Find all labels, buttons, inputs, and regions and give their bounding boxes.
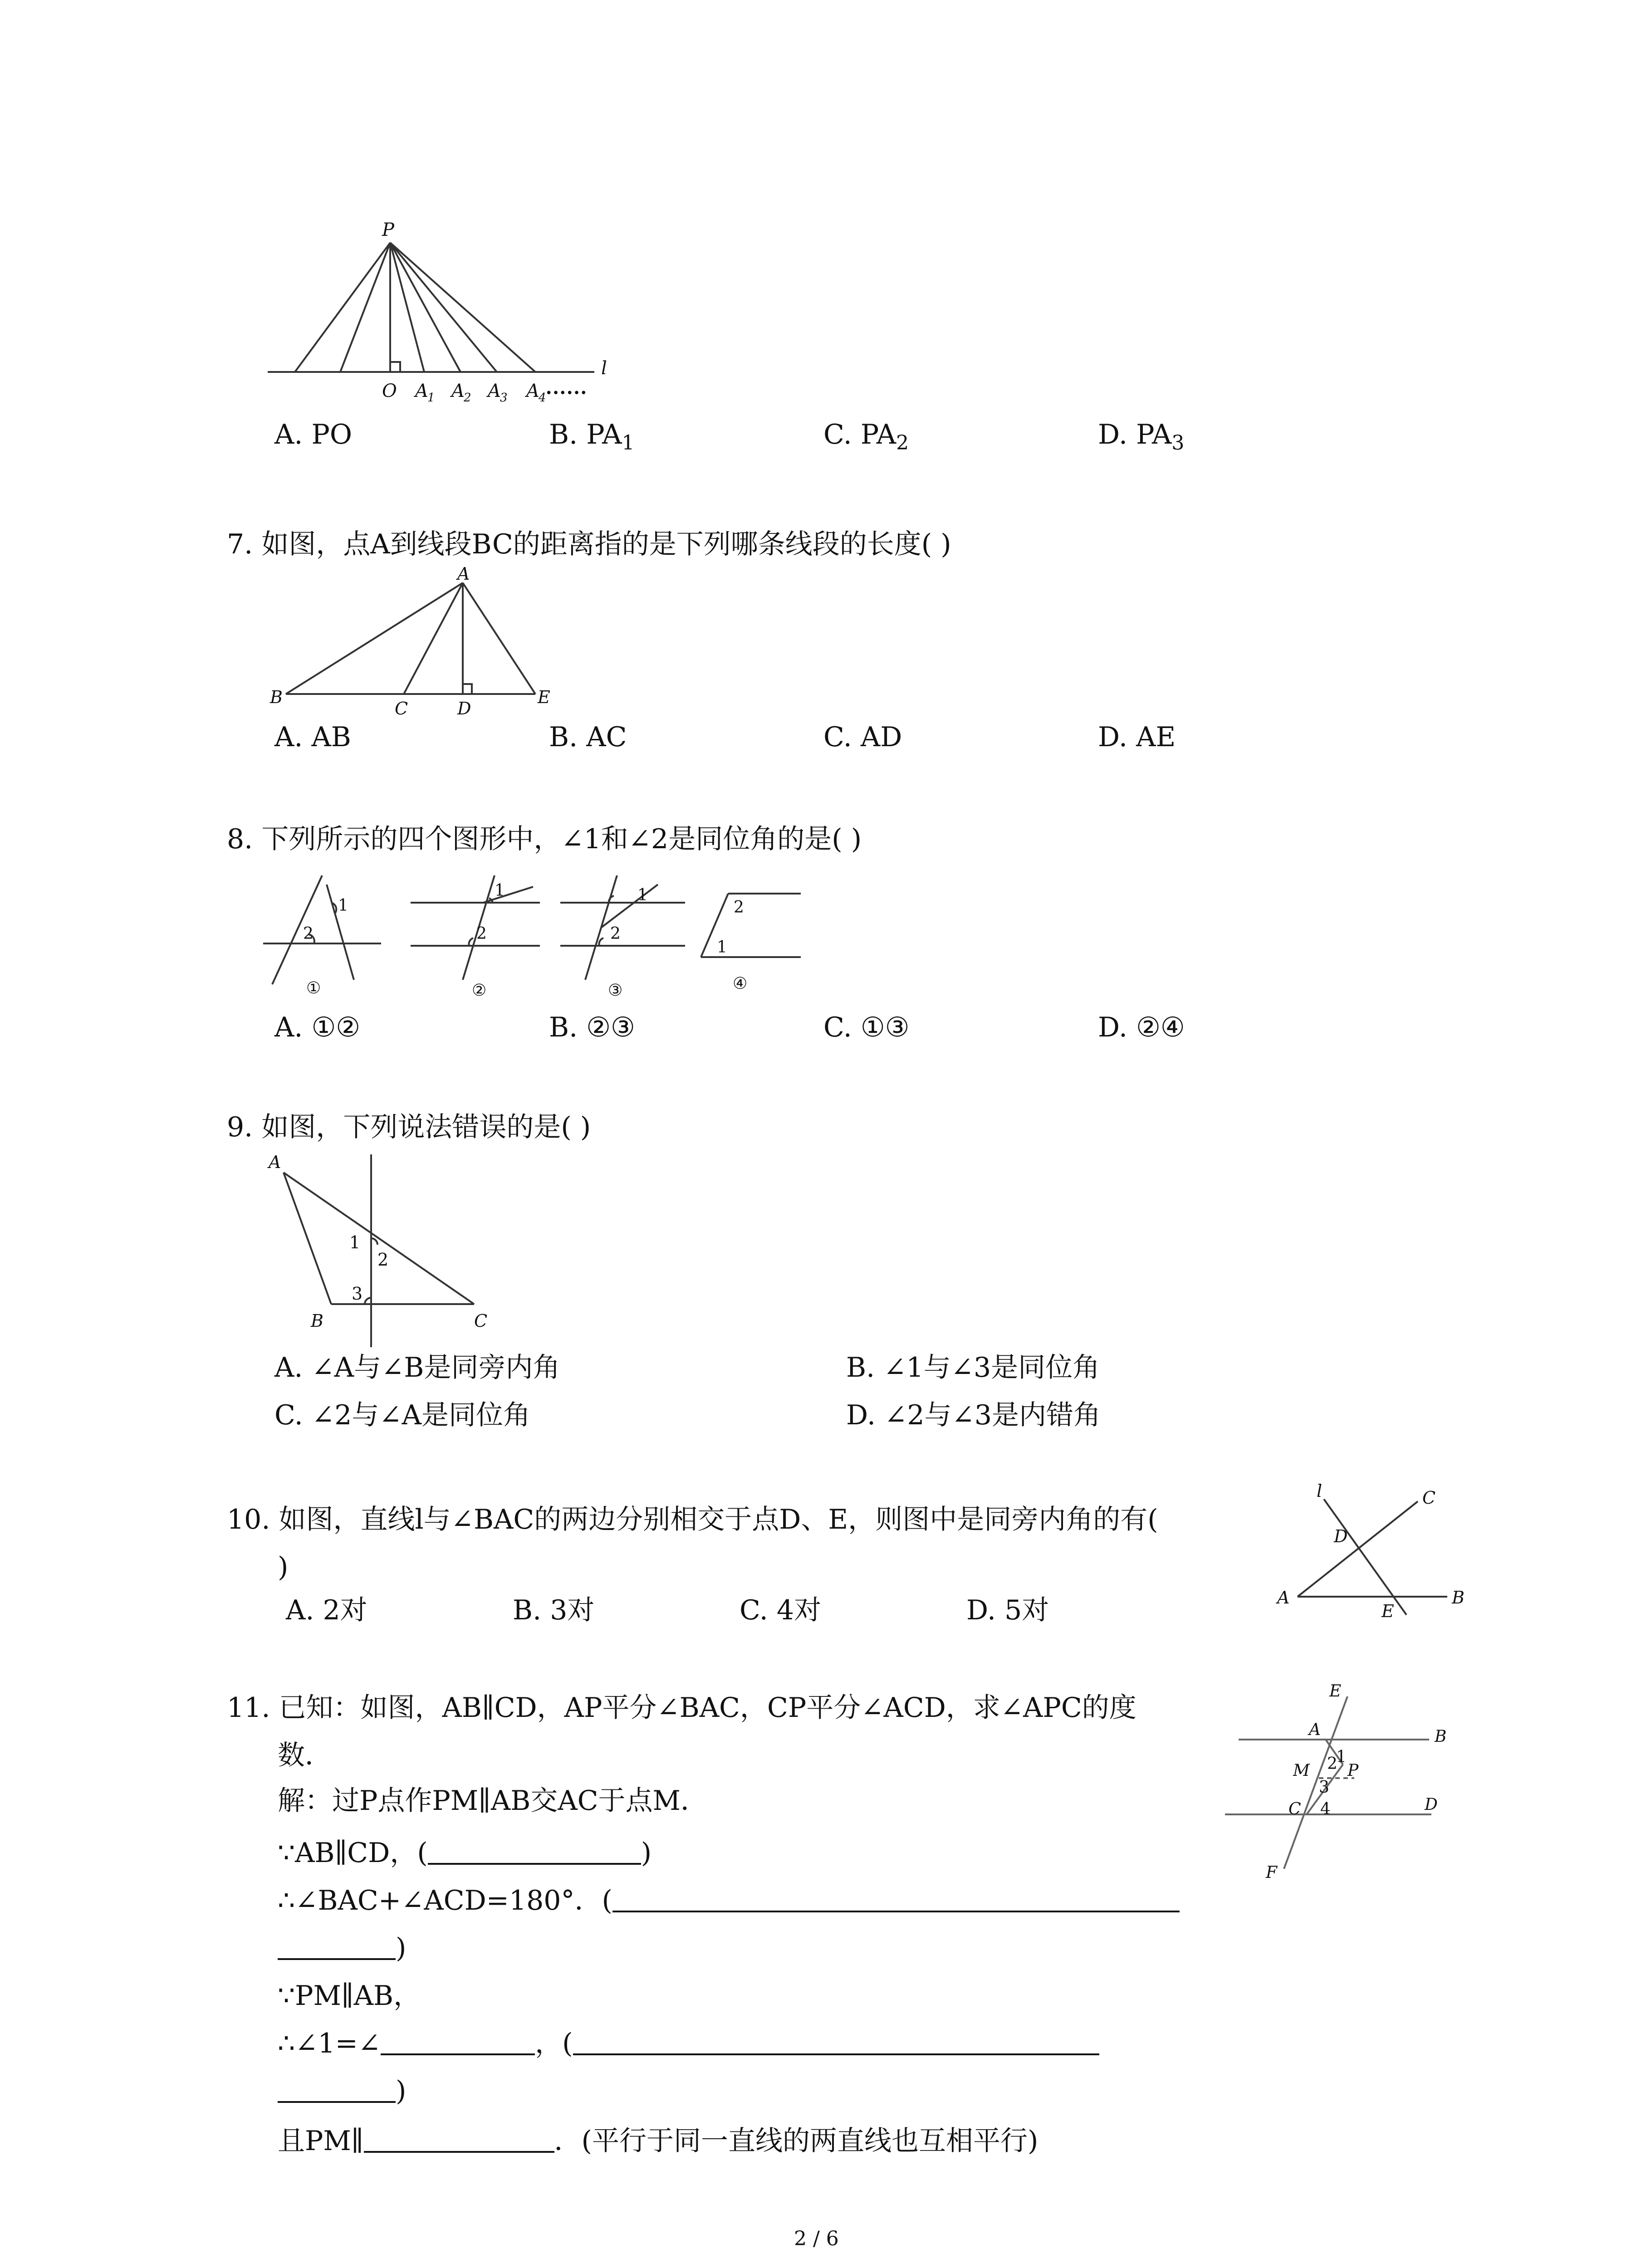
q10-label-l: l	[1317, 1481, 1323, 1501]
q8-fig2-label: ②	[472, 981, 487, 1000]
q7-stem: 7. 如图，点A到线段BC的距离指的是下列哪条线段的长度( )	[227, 528, 951, 560]
q11-label-d: D	[1425, 1795, 1438, 1814]
q6-label-a2: A	[451, 381, 465, 401]
q6-label-l: l	[601, 358, 607, 379]
q8-option-b[interactable]: B. ②③	[549, 1012, 635, 1043]
q6-figure	[263, 218, 626, 405]
q9-option-a[interactable]: A. ∠A与∠B是同旁内角	[274, 1352, 560, 1383]
q11-step-1: ∵AB∥CD，( )	[278, 1837, 652, 1869]
q7-option-d[interactable]: D. AE	[1098, 721, 1176, 753]
q8-fig3-angle-1: 1	[637, 886, 648, 904]
q10-label-c: C	[1422, 1488, 1436, 1508]
q7-label-c: C	[395, 699, 408, 719]
q10-option-c[interactable]: C. 4对	[740, 1594, 822, 1626]
q10-option-d[interactable]: D. 5对	[966, 1594, 1049, 1626]
q9-option-c[interactable]: C. ∠2与∠A是同位角	[274, 1399, 530, 1431]
q9-label-b: B	[311, 1311, 323, 1331]
q11-blank-4[interactable]	[573, 2030, 1099, 2055]
q10-label-a: A	[1277, 1588, 1290, 1608]
q11-blank-2[interactable]	[612, 1887, 1180, 1912]
q8-option-c[interactable]: C. ①③	[823, 1012, 910, 1043]
q7-figure	[263, 564, 590, 721]
q6-label-a1: A	[415, 381, 428, 401]
q11-blank-5[interactable]	[364, 2127, 554, 2153]
q6-option-a[interactable]: A. PO	[274, 419, 353, 450]
q8-fig2-angle-1: 1	[495, 881, 505, 900]
q6-sub-3: 3	[500, 391, 508, 405]
q6-dots: ••••••	[545, 386, 588, 400]
q7-label-b: B	[270, 687, 283, 707]
q8-fig3-label: ③	[608, 981, 623, 1000]
q11-step-3: ∵PM∥AB，	[278, 1980, 421, 2012]
q8-figure-2	[408, 871, 544, 998]
q11-blank-3[interactable]	[381, 2030, 535, 2055]
q10-option-b[interactable]: B. 3对	[513, 1594, 595, 1626]
q9-figure	[263, 1148, 508, 1347]
q11-angle-4: 4	[1320, 1800, 1331, 1818]
q8-option-d[interactable]: D. ②④	[1098, 1012, 1185, 1043]
q11-step-5: 且PM∥ ．(平行于同一直线的两直线也互相平行)	[278, 2125, 1038, 2157]
q11-label-a: A	[1309, 1721, 1321, 1739]
q11-step-2: ∴∠BAC+∠ACD=180°．(	[278, 1887, 1180, 1914]
q6-option-b[interactable]: B. $PA_1$	[549, 419, 635, 455]
q7-label-e: E	[538, 687, 550, 707]
q10-option-a[interactable]: A. 2对	[286, 1594, 367, 1626]
q11-step-2-cont: )	[278, 1935, 406, 1962]
q8-figure-4	[701, 880, 819, 998]
q9-stem: 9. 如图，下列说法错误的是( )	[227, 1111, 591, 1143]
q10-figure	[1266, 1483, 1474, 1628]
q6-label-p: P	[382, 220, 394, 240]
q11-stem-line-1: 11. 已知：如图，AB∥CD，AP平分∠BAC，CP平分∠ACD，求∠APC的度	[227, 1692, 1136, 1724]
q6-sub-4: 4	[539, 391, 546, 405]
q6-sub-2: 2	[464, 391, 471, 405]
q9-label-a: A	[269, 1152, 281, 1172]
q10-stem-line-2: )	[278, 1551, 289, 1583]
q8-figure-3	[558, 871, 694, 998]
q11-label-m: M	[1293, 1761, 1310, 1780]
q10-label-b: B	[1452, 1588, 1465, 1608]
q7-option-b[interactable]: B. AC	[549, 721, 627, 753]
q8-fig4-label: ④	[733, 974, 748, 993]
q11-angle-1: 1	[1336, 1748, 1347, 1766]
q8-option-a[interactable]: A. ①②	[274, 1012, 361, 1043]
q7-option-c[interactable]: C. AD	[823, 721, 902, 753]
q10-stem-line-1: 10. 如图，直线l与∠BAC的两边分别相交于点D、E，则图中是同旁内角的有(	[227, 1504, 1158, 1535]
q8-figure-1	[263, 871, 390, 998]
q6-label-a3: A	[488, 381, 501, 401]
q7-option-a[interactable]: A. AB	[274, 721, 351, 753]
q8-fig4-angle-2: 2	[734, 898, 744, 917]
q11-stem-line-2: 数．	[278, 1740, 332, 1771]
q7-label-a: A	[457, 564, 470, 584]
q11-blank-2b[interactable]	[278, 1935, 396, 1960]
q9-angle-2: 2	[377, 1250, 389, 1270]
q8-fig3-angle-2: 2	[610, 924, 621, 943]
q8-fig1-angle-1: 1	[338, 896, 348, 915]
q11-label-c: C	[1288, 1800, 1301, 1818]
q9-angle-1: 1	[349, 1232, 361, 1252]
q9-angle-3: 3	[352, 1284, 363, 1304]
q8-fig1-label: ①	[306, 979, 321, 997]
q11-label-f: F	[1266, 1863, 1277, 1882]
q6-sub-1: 1	[427, 391, 435, 405]
q11-label-e: E	[1329, 1682, 1342, 1701]
q11-angle-2: 2	[1327, 1755, 1337, 1773]
q9-label-c: C	[474, 1311, 488, 1331]
q11-step-4-cont: )	[278, 2077, 406, 2105]
q9-option-d[interactable]: D. ∠2与∠3是内错角	[846, 1399, 1101, 1431]
q11-label-b: B	[1435, 1727, 1447, 1746]
page-number: 2 / 6	[794, 2227, 839, 2250]
q8-fig2-angle-2: 2	[476, 924, 487, 943]
q8-stem: 8. 下列所示的四个图形中，∠1和∠2是同位角的是( )	[227, 823, 862, 855]
q11-label-p: P	[1347, 1761, 1359, 1780]
q11-blank-4b[interactable]	[278, 2077, 396, 2103]
q9-option-b[interactable]: B. ∠1与∠3是同位角	[846, 1352, 1100, 1383]
q7-label-d: D	[457, 699, 471, 719]
q10-label-e: E	[1381, 1601, 1394, 1621]
q6-label-a4: A	[526, 381, 539, 401]
q6-option-d[interactable]: D. $PA_3$	[1098, 419, 1185, 455]
q10-label-d: D	[1334, 1526, 1348, 1546]
q6-label-o: O	[382, 381, 397, 401]
q11-step-4: ∴∠1=∠ ，(	[278, 2030, 1099, 2057]
q11-angle-3: 3	[1319, 1778, 1329, 1797]
q8-fig4-angle-1: 1	[717, 938, 727, 957]
q11-blank-1[interactable]	[428, 1839, 641, 1865]
q8-fig1-angle-2: 2	[303, 924, 314, 943]
q11-figure	[1225, 1678, 1479, 1887]
q6-option-c[interactable]: C. $PA_2$	[823, 419, 909, 455]
q11-solution: 解：过P点作PM∥AB交AC于点M．	[278, 1785, 708, 1817]
